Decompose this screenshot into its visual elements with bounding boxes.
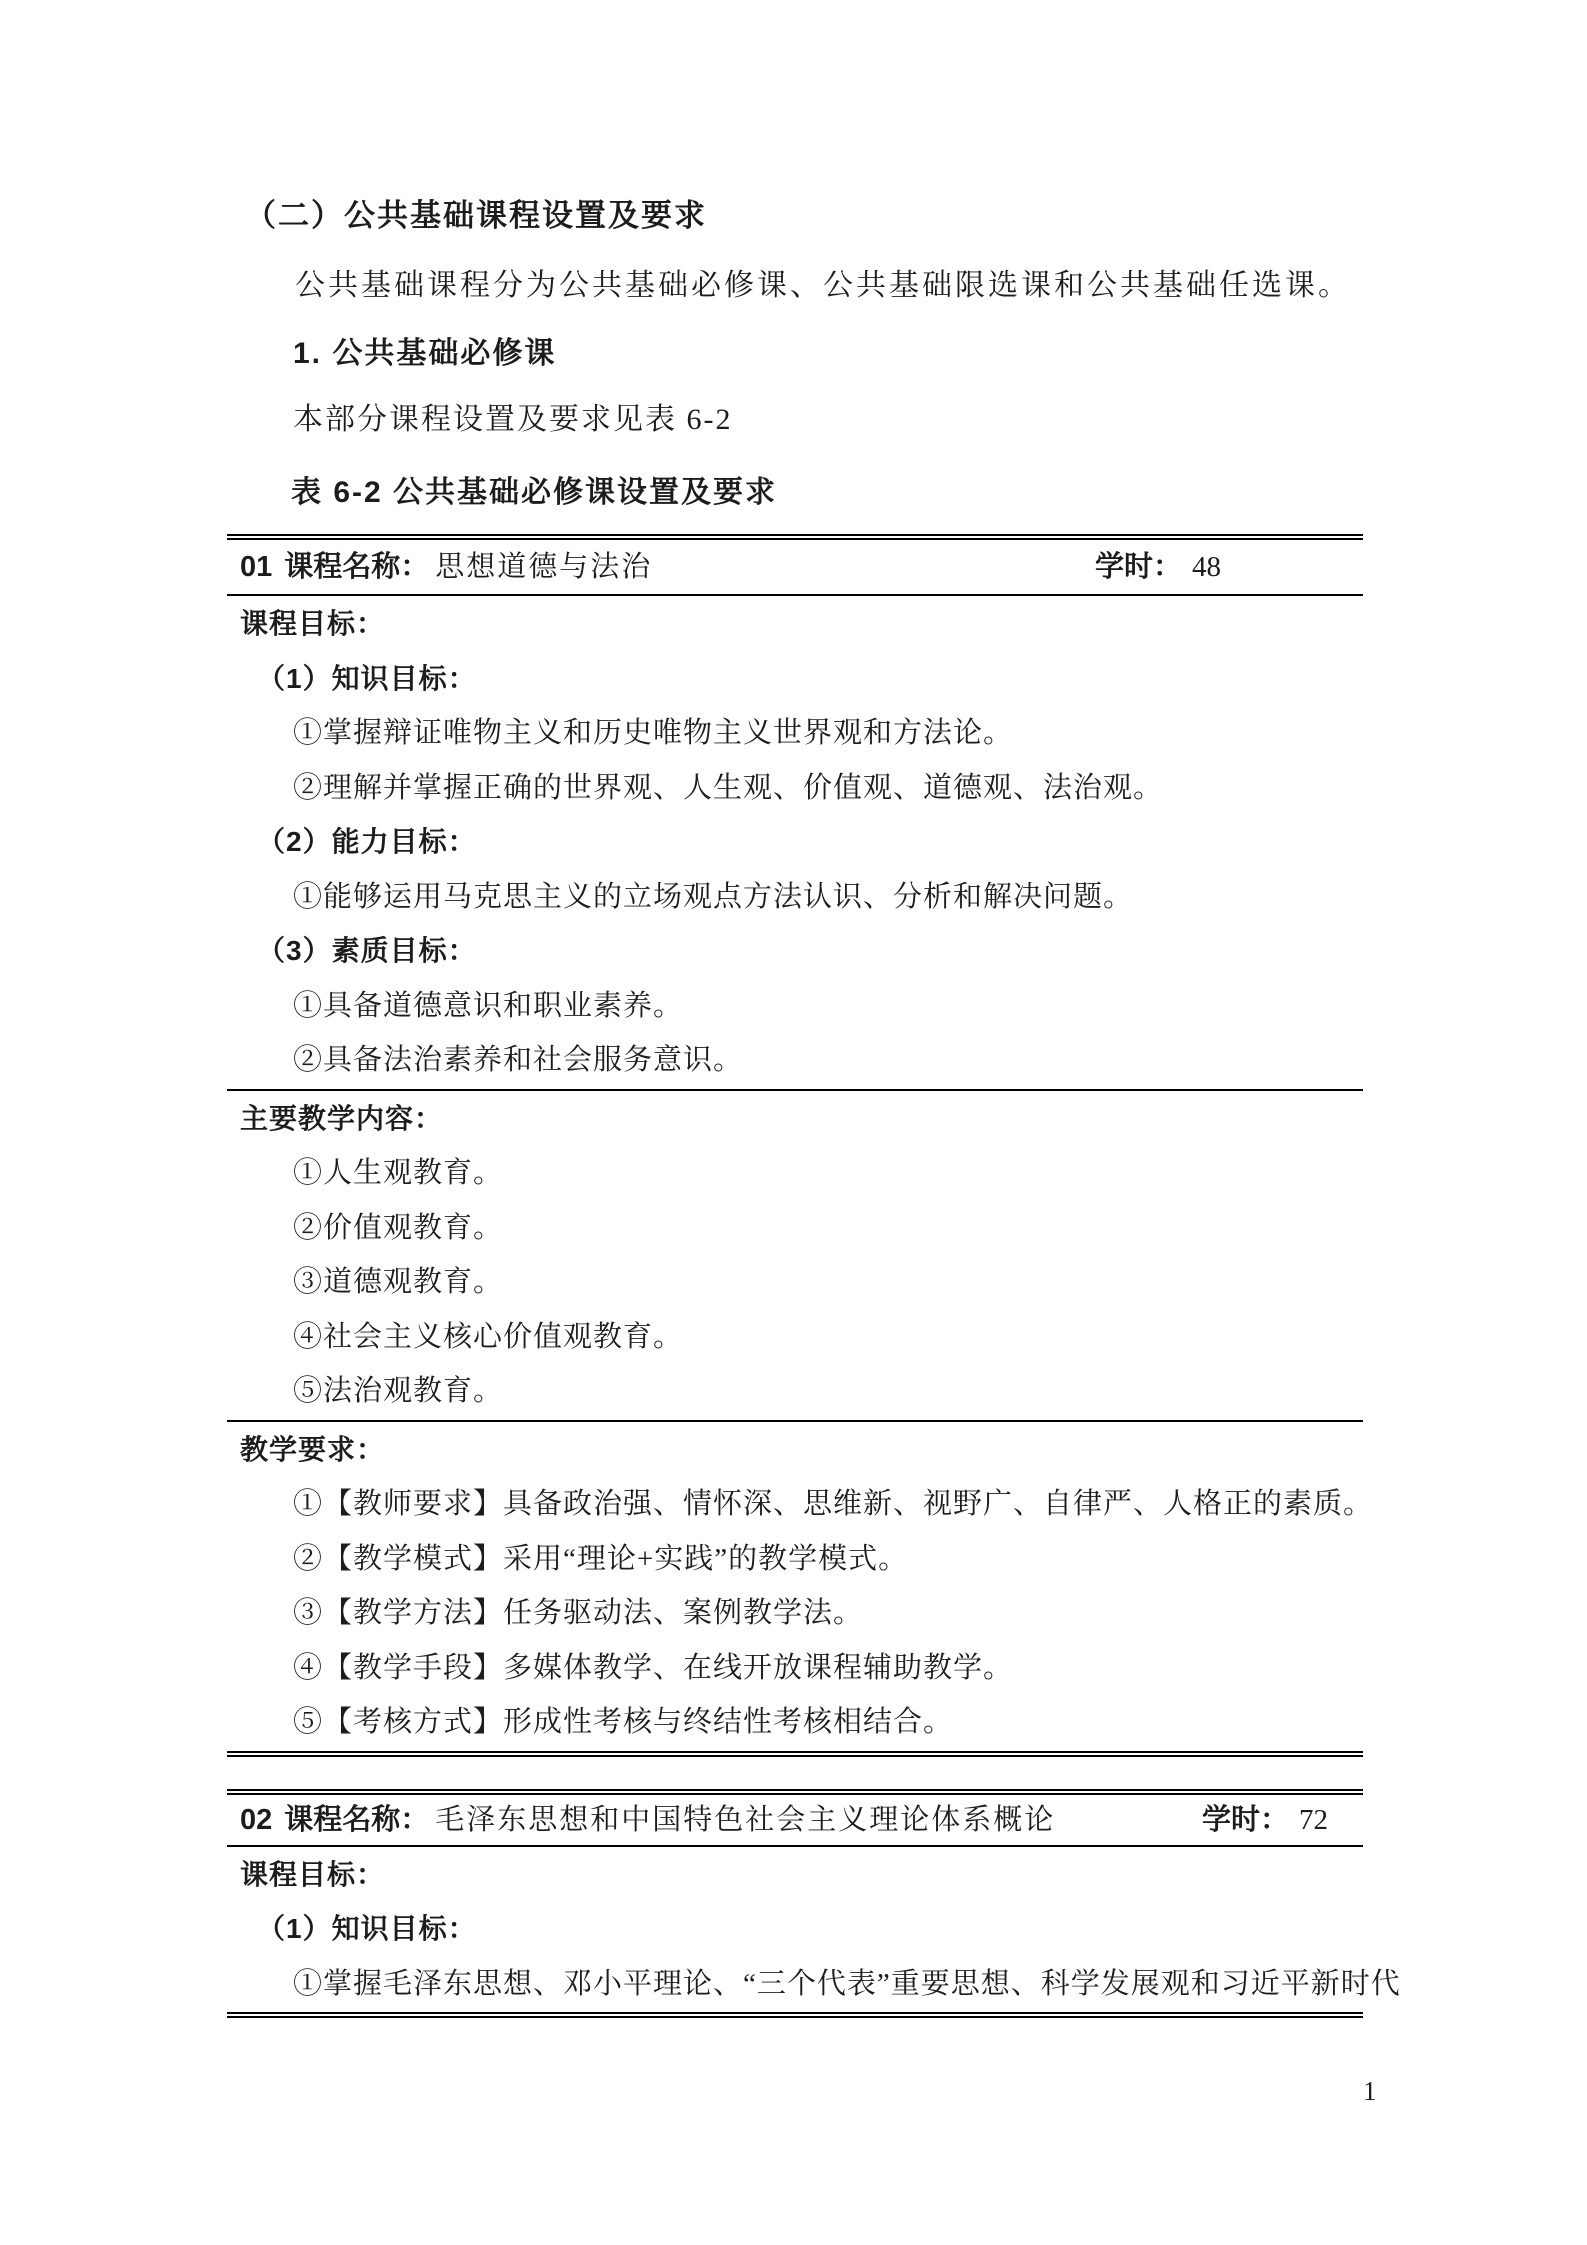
table-reference-note: 本部分课程设置及要求见表 6-2 xyxy=(293,403,733,436)
intro-paragraph: 公共基础课程分为公共基础必修课、公共基础限选课和公共基础任选课。 xyxy=(295,269,1351,302)
table-caption: 表 6-2 公共基础必修课设置及要求 xyxy=(291,476,778,509)
course-01-requirements-row xyxy=(227,1420,1374,1751)
requirement-item: ④【教学手段】多媒体教学、在线开放课程辅助教学。 xyxy=(293,1651,1014,1684)
course-02-objectives-row xyxy=(227,1845,1401,2013)
subsection-heading: 1. 公共基础必修课 xyxy=(293,337,557,370)
course-name-label: 课程名称： xyxy=(284,1803,430,1836)
course-table-02 xyxy=(227,1789,1401,2019)
course-name-label: 课程名称： xyxy=(284,551,430,583)
content-item: ④社会主义核心价值观教育。 xyxy=(293,1320,684,1353)
hours-value: 48 xyxy=(1192,551,1222,583)
document-content xyxy=(227,0,1401,2018)
course-hours xyxy=(1202,1795,1328,1845)
course-hours xyxy=(1095,540,1221,594)
requirement-item: ②【教学模式】采用“理论+实践”的教学模式。 xyxy=(293,1542,909,1575)
quality-objectives-heading: （3）素质目标： xyxy=(257,935,477,966)
course-name-value: 毛泽东思想和中国特色社会主义理论体系概论 xyxy=(435,1803,1056,1836)
hours-label: 学时： xyxy=(1202,1803,1290,1836)
ability-objectives-heading: （2）能力目标： xyxy=(257,826,477,857)
section-heading: （二）公共基础课程设置及要求 xyxy=(245,198,707,233)
content-title: 主要教学内容： xyxy=(240,1102,444,1134)
objective-item: ②理解并掌握正确的世界观、人生观、价值观、道德观、法治观。 xyxy=(293,771,1164,804)
objectives-title: 课程目标： xyxy=(240,1858,386,1890)
course-01-objectives-row xyxy=(227,594,1363,1089)
hours-label: 学时： xyxy=(1095,551,1183,583)
hours-value: 72 xyxy=(1299,1803,1329,1836)
content-item: ①人生观教育。 xyxy=(293,1157,504,1189)
knowledge-objectives-heading: （1）知识目标： xyxy=(257,662,477,694)
objective-item: ①掌握辩证唯物主义和历史唯物主义世界观和方法论。 xyxy=(293,717,1014,749)
course-number: 01 xyxy=(240,551,273,583)
course-02-header-row xyxy=(227,1795,1363,1845)
course-number: 02 xyxy=(240,1803,273,1836)
requirements-title: 教学要求： xyxy=(240,1433,386,1465)
objective-item: ①具备道德意识和职业素养。 xyxy=(293,989,684,1022)
course-name-value: 思想道德与法治 xyxy=(435,551,653,583)
requirement-item: ⑤【考核方式】形成性考核与终结性考核相结合。 xyxy=(293,1706,954,1738)
content-item: ③道德观教育。 xyxy=(293,1266,504,1298)
requirement-item: ①【教师要求】具备政治强、情怀深、思维新、视野广、自律严、人格正的素质。 xyxy=(293,1488,1374,1520)
content-item: ②价值观教育。 xyxy=(293,1211,504,1244)
objective-item: ①能够运用马克思主义的立场观点方法认识、分析和解决问题。 xyxy=(293,880,1134,913)
course-01-header-row xyxy=(227,540,1363,594)
knowledge-objectives-heading: （1）知识目标： xyxy=(257,1913,477,1944)
content-item: ⑤法治观教育。 xyxy=(293,1375,504,1407)
course-table-01 xyxy=(227,534,1374,1757)
requirement-item: ③【教学方法】任务驱动法、案例教学法。 xyxy=(293,1597,864,1629)
course-01-content-row xyxy=(227,1089,1363,1420)
objective-item: ①掌握毛泽东思想、邓小平理论、“三个代表”重要思想、科学发展观和习近平新时代 xyxy=(293,1967,1401,2000)
page-number: 1 xyxy=(1363,2076,1377,2106)
objective-item: ②具备法治素养和社会服务意识。 xyxy=(293,1044,744,1076)
objectives-title: 课程目标： xyxy=(240,608,386,639)
